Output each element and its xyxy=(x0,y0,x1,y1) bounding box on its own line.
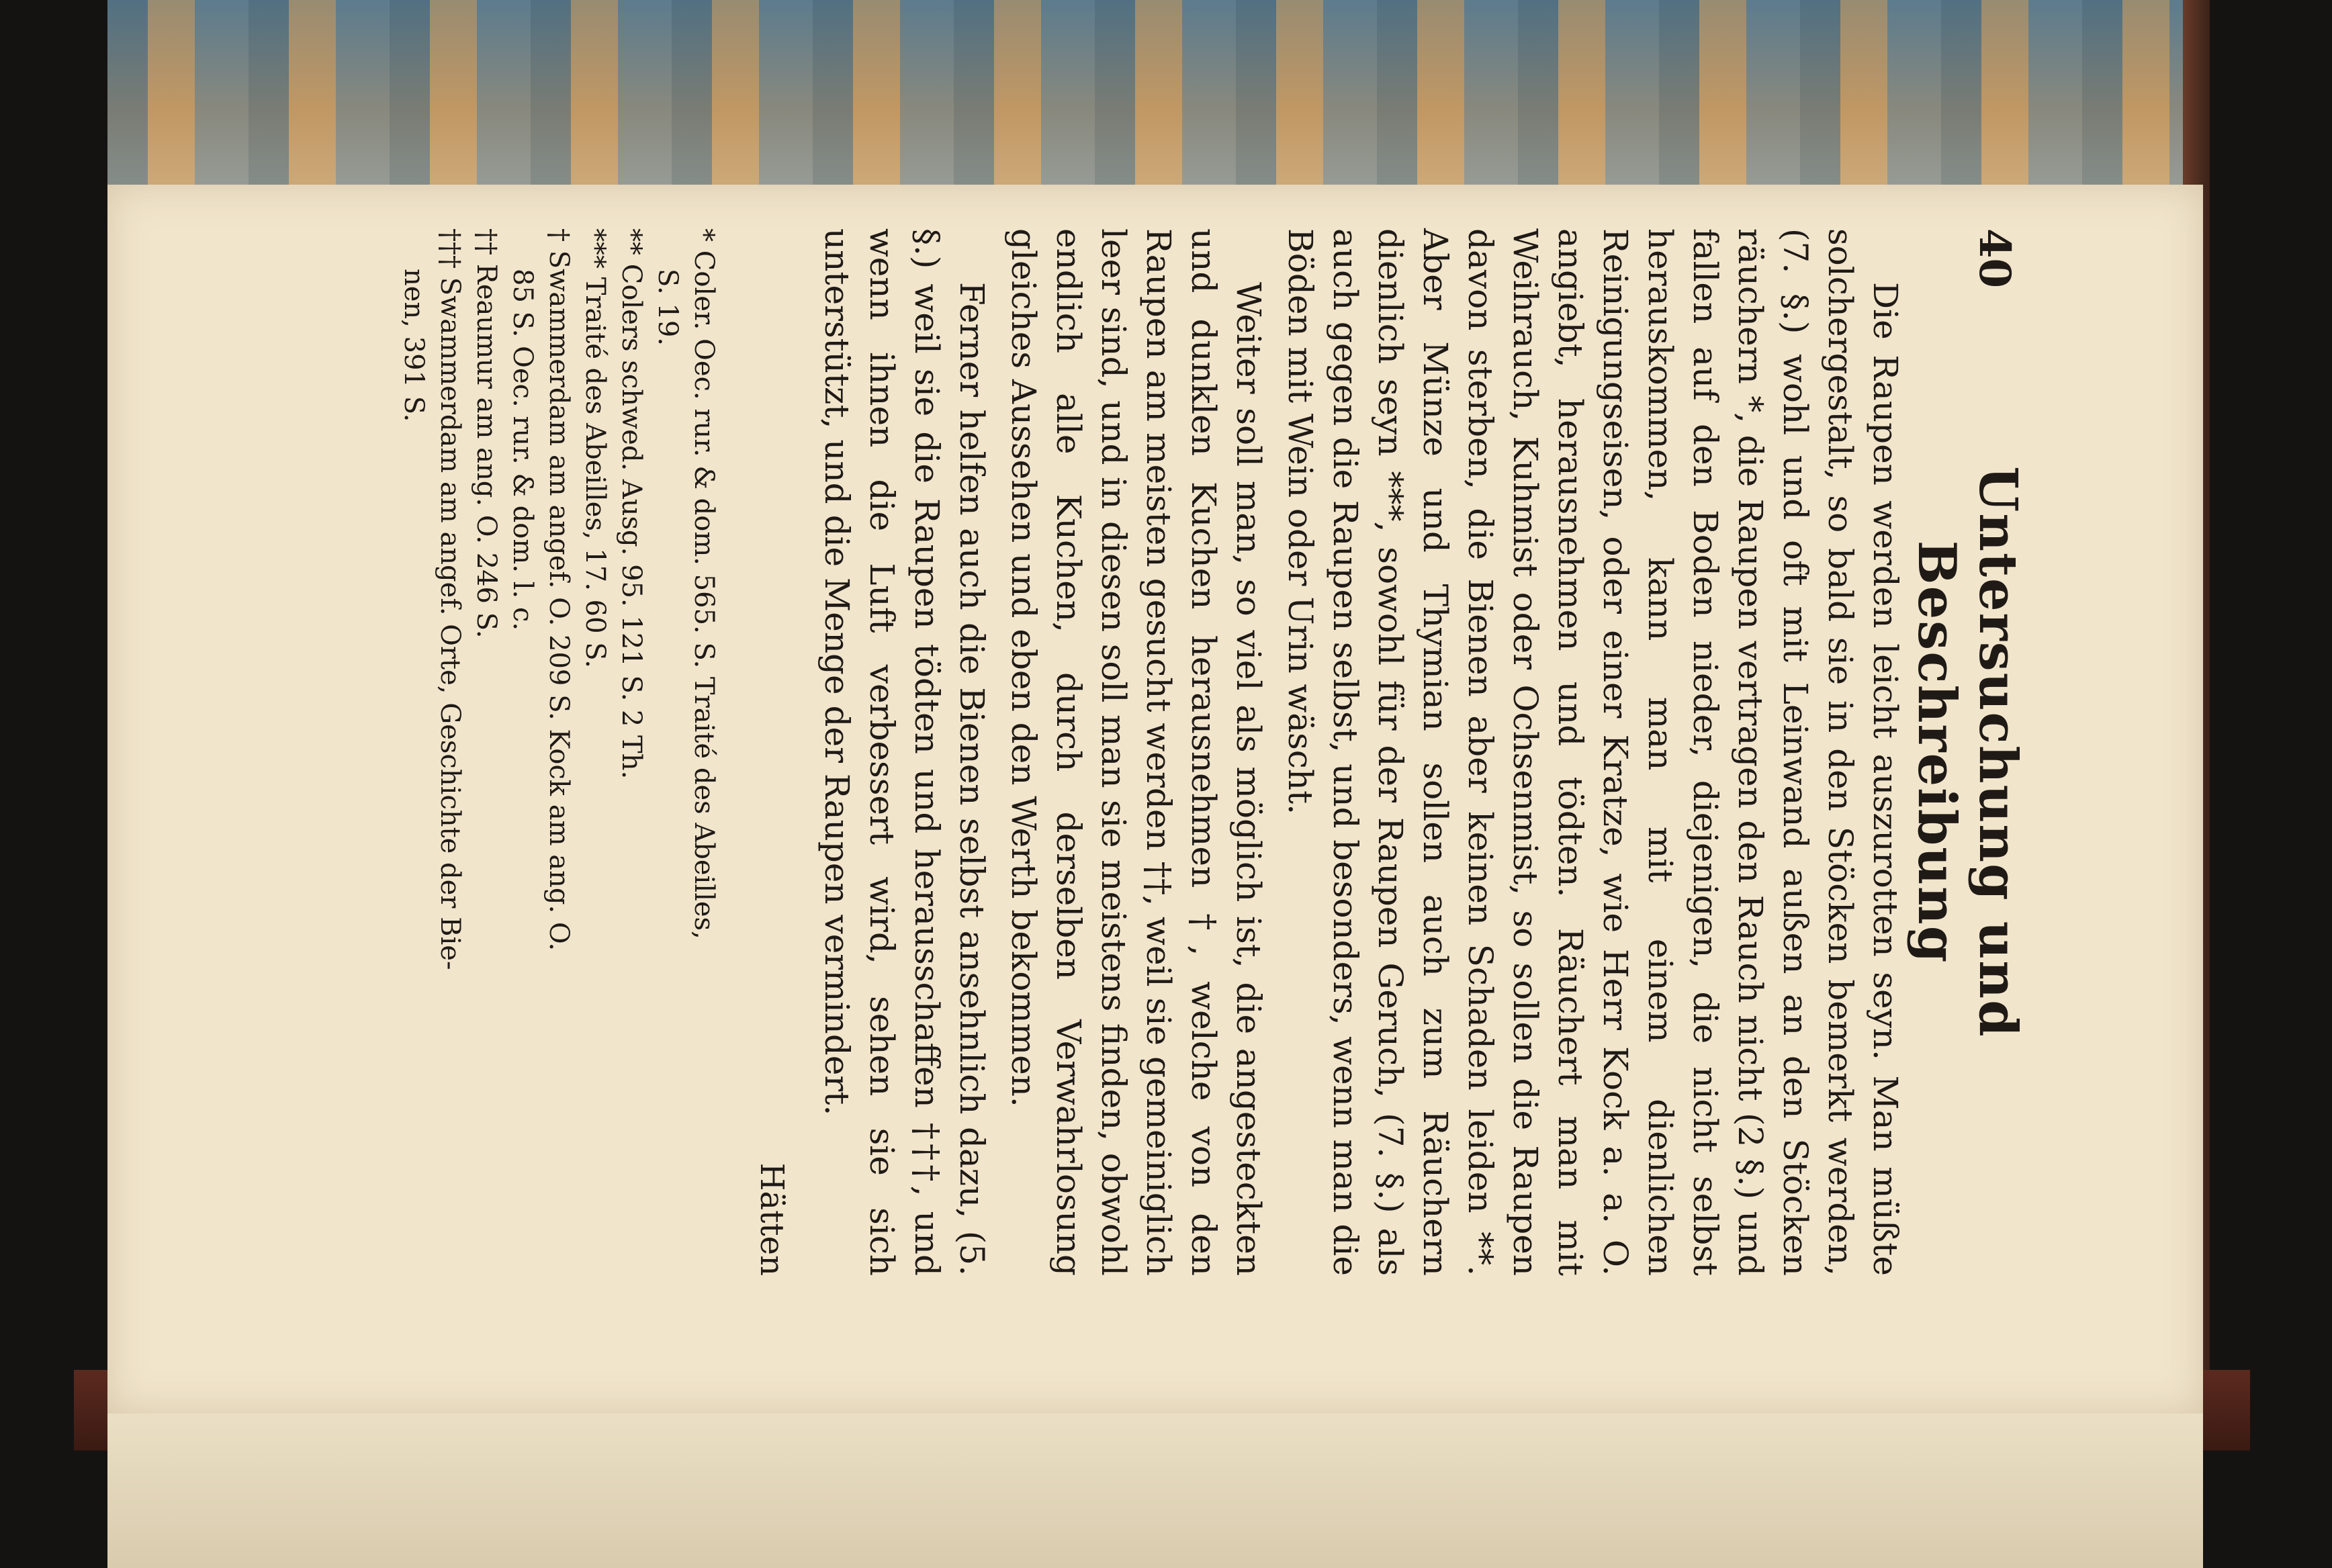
paragraph: Die Raupen werden leicht auszurotten seyn. Man müßte solchergestalt, so bald sie in den Stöcken bemerkt werden, (7. §.) wohl und oft mit Leinwand außen an den Stöcken räuchern *, die Raupen vertragen den Rauch nicht (2 §.) und fallen auf den Boden nieder, diejenigen, die nicht selbst herauskommen, kann man mit einem dienlichen Reinigungseisen, oder einer Kratze, wie Herr Kock a. a. O. angiebt, herausnehmen und tödten. Räuchert man mit Weihrauch, Kuhmist oder Ochsenmist, so sollen die Raupen davon sterben, die Bienen aber keinen Schaden leiden **. Aber Münze und Thymian sollen auch zum Räuchern dienlich seyn ***, sowohl für der Raupen Geruch, (7. §.) als auch gegen die Raupen selbst, und besonders, wenn man die Böden mit Wein oder Urin wäscht. xyxy=(1281,228,1905,1276)
footnote xyxy=(396,228,468,1276)
catchword: Hätten xyxy=(753,1162,791,1276)
footnote xyxy=(504,228,577,1276)
marbled-page-edge xyxy=(107,0,2203,205)
footnote xyxy=(649,228,722,1276)
paragraph: Ferner helfen auch die Bienen selbst ansehnlich dazu, (5. §.) weil sie die Raupen tödten und herausschaffen †††, und wenn ihnen die Luft verbessert wird, sehen sie sich unterstützt, und die Menge der Raupen vermindert. xyxy=(817,228,991,1276)
footnote-line: 85 S. Oec. rur. & dom. l. c. xyxy=(507,269,538,631)
footnote-line: * Coler. Oec. rur. & dom. 565. S. Traité des Abeilles, xyxy=(688,228,719,939)
footnote-line: *** Traité des Abeilles, 17. 60 S. xyxy=(580,228,611,668)
page-header xyxy=(1906,228,2028,1276)
page-number: 40 xyxy=(1969,228,2020,289)
page-text xyxy=(255,228,2028,1276)
footnote xyxy=(577,228,613,1276)
footnote-line: ††† Swammerdam am angef. Orte, Geschichte der Bie- xyxy=(435,228,465,970)
footnote-line: †† Reaumur am ang. O. 246 S. xyxy=(471,228,502,639)
footnote-line: † Swammerdam am angef. O. 209 S. Kock am ang. O. xyxy=(543,228,574,952)
body-text xyxy=(749,228,1908,1276)
running-head: Untersuchung und Beschreibung xyxy=(1906,466,2028,1038)
footnote-line: nen, 391 S. xyxy=(398,269,429,422)
footnote-line: ** Colers schwed. Ausg. 95. 121 S. 2 Th. xyxy=(616,228,647,780)
footnote-line: S. 19. xyxy=(652,269,683,347)
next-page-visible xyxy=(107,1400,2203,1568)
paragraph: Weiter soll man, so viel als möglich ist, die angesteckten und dunklen Kuchen herausnehmen †, welche von den Raupen am meisten gesucht werden ††, weil sie gemeiniglich leer sind, und in diesen soll man sie meistens finden, obwohl endlich alle Kuchen, durch derselben Verwahrlosung gleiches Aussehen und eben den Werth bekommen. xyxy=(1004,228,1268,1276)
footnote xyxy=(613,228,649,1276)
footnotes xyxy=(396,228,722,1276)
footnote xyxy=(468,228,504,1276)
